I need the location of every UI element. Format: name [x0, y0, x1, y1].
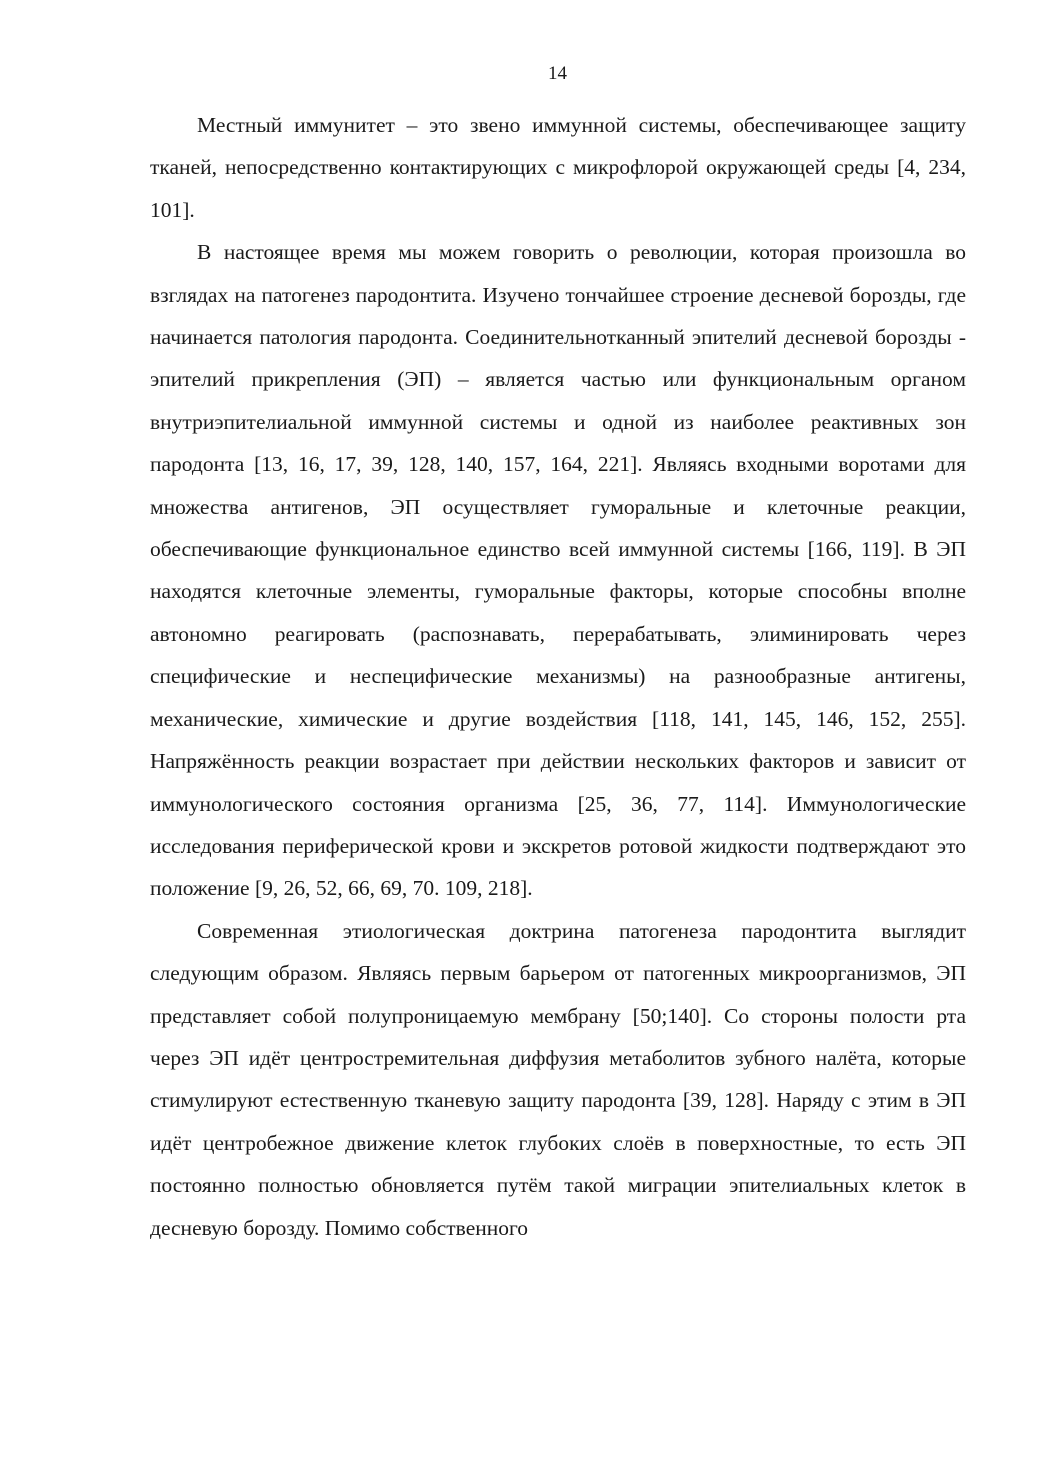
page-number: 14 — [548, 63, 567, 84]
paragraph-etiological-doctrine: Современная этиологическая доктрина патогенеза пародонтита выглядит следующим образом. Являясь первым барьером от патогенных микроорганизмов, ЭП представляет собой полупроницаемую мембрану [50;140]. Со стороны полости рта через ЭП идёт центростремительная диффузия метаболитов зубного налёта, которые стимулируют естественную тканевую защиту пародонта [39, 128]. Наряду с этим в ЭП идёт центробежное движение клеток глубоких слоёв в поверхностные, то есть ЭП постоянно полностью обновляется путём такой миграции эпителиальных клеток в десневую борозду. Помимо собственного — [150, 918, 966, 1240]
paragraph-periodontitis-pathogenesis: В настоящее время мы можем говорить о революции, которая произошла во взглядах на патогенез пародонтита. Изучено тончайшее строение десневой борозды, где начинается патология пародонта. Соединительнотканный эпителий десневой борозды - эпителий прикрепления (ЭП) – является частью или функциональным органом внутриэпителиальной иммунной системы и одной из наиболее реактивных зон пародонта [13, 16, 17, 39, 128, 140, 157, 164, 221]. Являясь входными воротами для множества антигенов, ЭП осуществляет гуморальные и клеточные реакции, обеспечивающие функциональное единство всей иммунной системы [166, 119]. В ЭП находятся клеточные элементы, гуморальные факторы, которые способны вполне автономно реагировать (распознавать, перерабатывать, элиминировать через специфические и неспецифические механизмы) на разнообразные антигены, механические, химические и другие воздействия [118, 141, 145, 146, 152, 255]. Напряжённость реакции возрастает при действии нескольких факторов и зависит от иммунологического состояния организма [25, 36, 77, 114]. Иммунологические исследования периферической крови и экскретов ротовой жидкости подтверждают это положение [9, 26, 52, 66, 69, 70. 109, 218]. — [150, 240, 966, 901]
body-text — [150, 104, 966, 1249]
paragraph-local-immunity: Местный иммунитет – это звено иммунной системы, обеспечивающее защиту тканей, непосредственно контактирующих с микрофлорой окружающей среды [4, 234, 101]. — [150, 113, 966, 222]
